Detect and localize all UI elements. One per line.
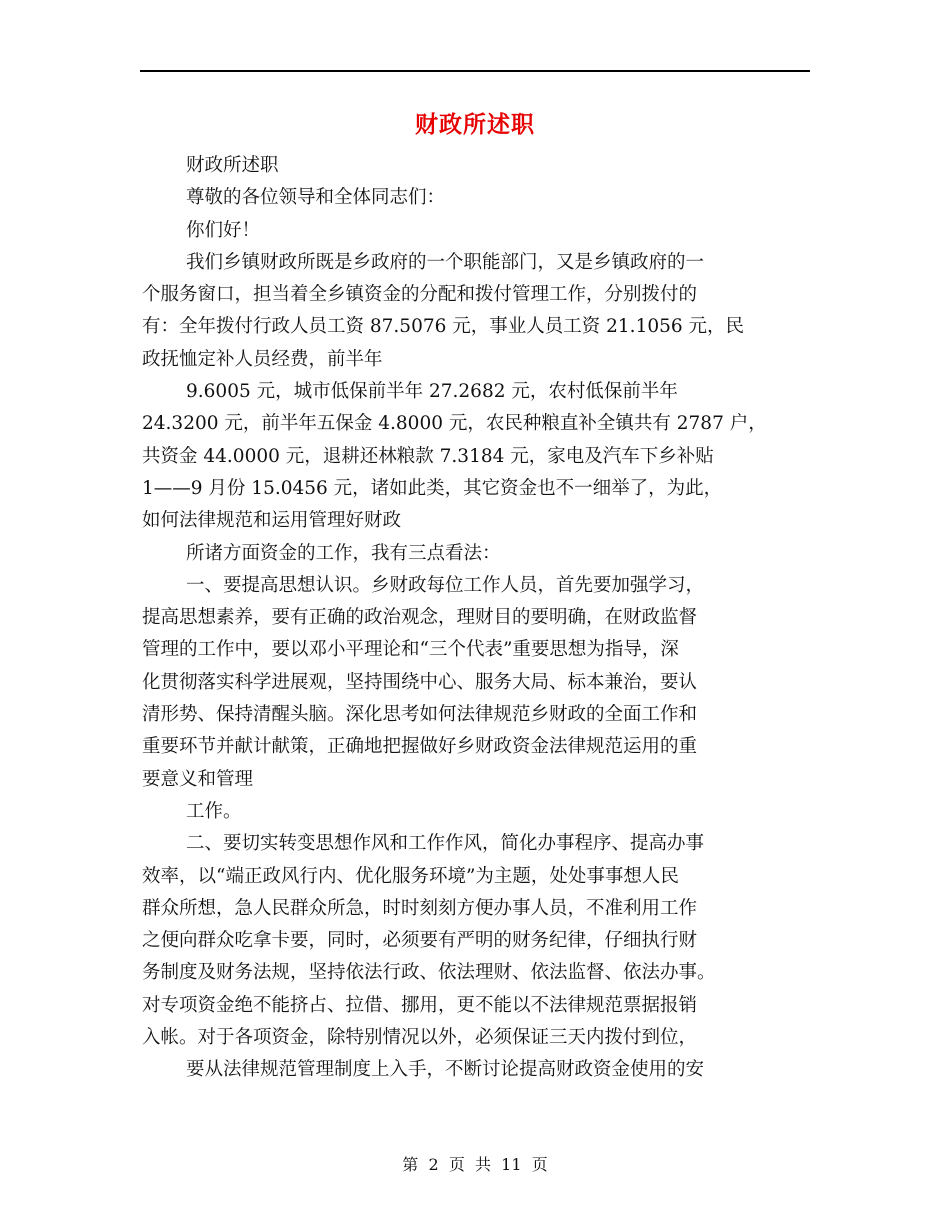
body-line: 入帐。对于各项资金，除特别情况以外，必须保证三天内拨付到位， bbox=[142, 1027, 698, 1049]
body-line: 有：全年拨付行政人员工资 87.5076 元，事业人员工资 21.1056 元，民 bbox=[142, 316, 745, 338]
body-line: 对专项资金绝不能挤占、拉借、挪用，更不能以不法律规范票据报销 bbox=[142, 994, 698, 1016]
body-line: 财政所述职 bbox=[186, 155, 279, 176]
body-line: 1——9 月份 15.0456 元，诸如此类，其它资金也不一细举了，为此， bbox=[142, 477, 723, 499]
body-line: 所诸方面资金的工作，我有三点看法： bbox=[186, 542, 501, 564]
body-line: 清形势、保持清醒头脑。深化思考如何法律规范乡财政的全面工作和 bbox=[142, 704, 698, 726]
body-line: 提高思想素养，要有正确的政治观念，理财目的要明确，在财政监督 bbox=[142, 607, 698, 629]
body-line: 之便向群众吃拿卡要，同时，必须要有严明的财务纪律，仔细执行财 bbox=[142, 930, 698, 952]
body-line: 二、要切实转变思想作风和工作作风，简化办事程序、提高办事 bbox=[186, 833, 705, 855]
body-line: 重要环节并献计献策，正确地把握做好乡财政资金法律规范运用的重 bbox=[142, 736, 698, 758]
header-rule bbox=[140, 70, 810, 72]
body-line: 政抚恤定补人员经费，前半年 bbox=[142, 348, 383, 370]
body-line: 我们乡镇财政所既是乡政府的一个职能部门，又是乡镇政府的一 bbox=[186, 251, 705, 273]
body-line: 24.3200 元，前半年五保金 4.8000 元，农民种粮直补全镇共有 2787 户， bbox=[142, 413, 767, 435]
body-line: 群众所想，急人民群众所急，时时刻刻方便办事人员，不准利用工作 bbox=[142, 897, 698, 919]
body-line: 效率，以“端正政风行内、优化服务环境”为主题，处处事事想人民 bbox=[142, 865, 679, 887]
body-line: 如何法律规范和运用管理好财政 bbox=[142, 510, 402, 532]
body-line: 要从法律规范管理制度上入手，不断讨论提高财政资金使用的安 bbox=[186, 1059, 705, 1081]
body-line: 化贯彻落实科学进展观，坚持围绕中心、服务大局、标本兼治，要认 bbox=[142, 671, 698, 693]
body-line: 你们好！ bbox=[186, 219, 261, 241]
page-footer: 第 2 页 共 11 页 bbox=[402, 1155, 548, 1174]
body-line: 共资金 44.0000 元，退耕还林粮款 7.3184 元，家电及汽车下乡补贴 bbox=[142, 445, 714, 467]
body-line: 工作。 bbox=[186, 800, 242, 822]
body-line: 务制度及财务法规，坚持依法行政、依法理财、依法监督、依法办事。 bbox=[142, 962, 716, 984]
document-title: 财政所述职 bbox=[415, 111, 535, 138]
body-line: 要意义和管理 bbox=[142, 768, 254, 790]
body-line: 管理的工作中，要以邓小平理论和“三个代表”重要思想为指导，深 bbox=[142, 639, 679, 661]
body-line: 9.6005 元，城市低保前半年 27.2682 元，农村低保前半年 bbox=[186, 381, 678, 403]
body-line: 个服务窗口，担当着全乡镇资金的分配和拨付管理工作，分别拨付的 bbox=[142, 284, 698, 306]
body-line: 一、要提高思想认识。乡财政每位工作人员，首先要加强学习， bbox=[186, 574, 705, 596]
document-body bbox=[142, 150, 812, 1087]
body-line: 尊敬的各位领导和全体同志们： bbox=[186, 187, 446, 209]
